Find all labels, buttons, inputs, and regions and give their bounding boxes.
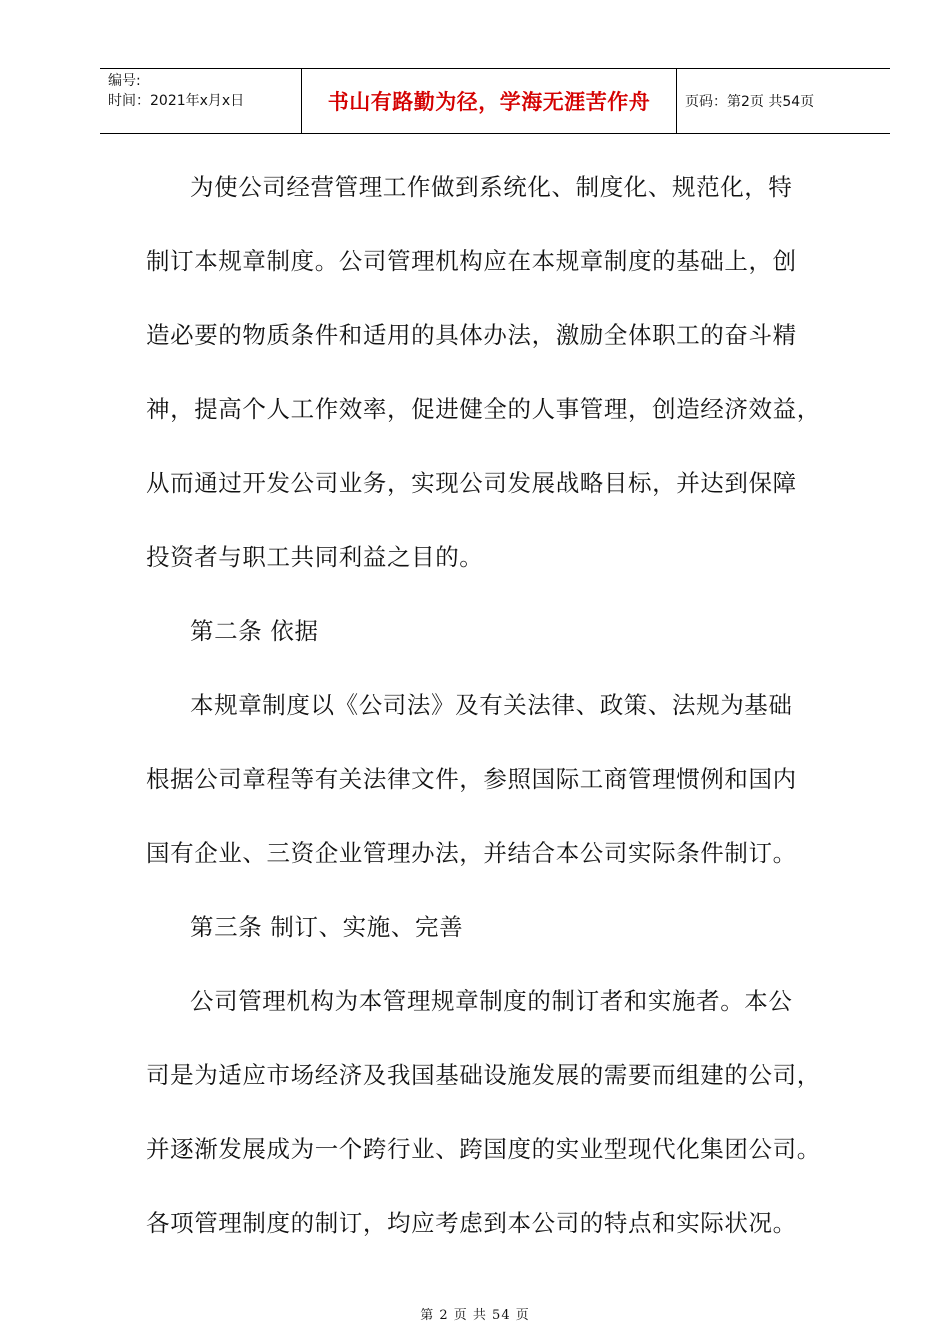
paragraph-line: 神，提高个人工作效率，促进健全的人事管理，创造经济效益， [146, 395, 821, 423]
paragraph-line: 从而通过开发公司业务，实现公司发展战略目标，并达到保障 [146, 469, 797, 497]
page-header [100, 68, 890, 134]
article-heading: 第三条 制订、实施、完善 [190, 913, 464, 941]
paragraph-line: 司是为适应市场经济及我国基础设施发展的需要而组建的公司， [146, 1061, 821, 1089]
paragraph-line: 制订本规章制度。公司管理机构应在本规章制度的基础上，创 [146, 247, 797, 275]
paragraph-line: 本规章制度以《公司法》及有关法律、政策、法规为基础 [190, 691, 793, 719]
header-motto: 书山有路勤为径，学海无涯苦作舟 [302, 69, 677, 133]
header-page-code: 页码：第2页 共54页 [685, 94, 815, 110]
header-meta [100, 69, 302, 133]
paragraph-line: 各项管理制度的制订，均应考虑到本公司的特点和实际状况。 [146, 1209, 797, 1237]
paragraph-line: 造必要的物质条件和适用的具体办法，激励全体职工的奋斗精 [146, 321, 797, 349]
document-body [146, 150, 866, 1260]
document-time-label: 时间：2021年x月x日 [108, 93, 245, 109]
document-number-label: 编号: [108, 73, 141, 89]
page-footer: 第 2 页 共 54 页 [420, 1308, 530, 1323]
paragraph-line: 并逐渐发展成为一个跨行业、跨国度的实业型现代化集团公司。 [146, 1135, 821, 1163]
paragraph-line: 投资者与职工共同利益之目的。 [146, 543, 484, 571]
paragraph-line: 国有企业、三资企业管理办法，并结合本公司实际条件制订。 [146, 839, 797, 867]
paragraph-line: 公司管理机构为本管理规章制度的制订者和实施者。本公 [190, 987, 793, 1015]
paragraph-line: 根据公司章程等有关法律文件，参照国际工商管理惯例和国内 [146, 765, 797, 793]
article-heading: 第二条 依据 [190, 617, 319, 645]
paragraph-line: 为使公司经营管理工作做到系统化、制度化、规范化，特 [190, 173, 793, 201]
